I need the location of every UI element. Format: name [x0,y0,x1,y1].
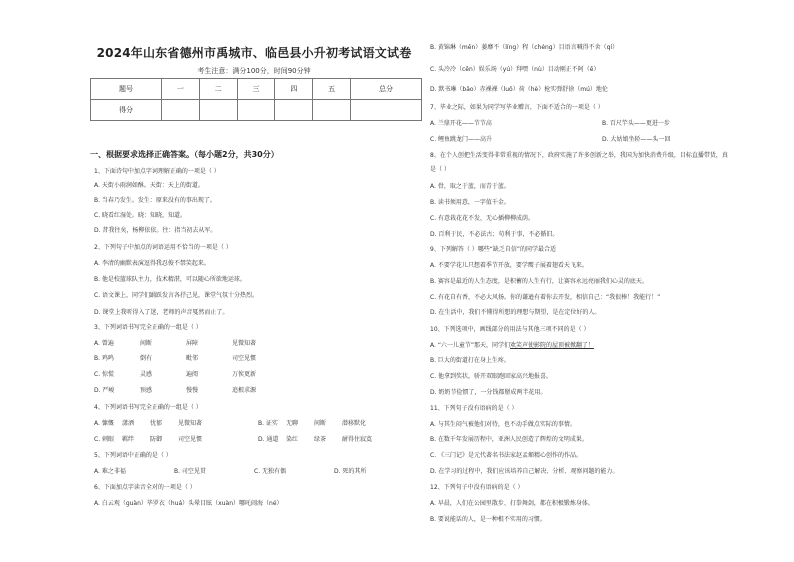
q8-stem: 8、在个人创把生活变得非常重视的情况下，政府实施了许多创新之举，我国为加快消费升级，目标直播带货，真 [430,152,728,159]
q2-option-b: B. 他是校篮球队主力，技术精湛，可以随心所欲地运球。 [94,276,246,283]
q5-option-a: A. 难之非福 [94,468,126,475]
q4-word: 耐得住寂寞 [342,436,373,443]
q4-word: 间断 [314,420,327,427]
q9-option-b: B. 赛容是最近的人生态度，是积蓄的人生有行，让赛容永远亮丽我们心灵的底天。 [430,278,648,285]
score-table [90,78,422,121]
q4-word: 羁绊 [122,436,135,443]
q7-option-b: B. 百尺竿头——更进一步 [602,120,670,127]
q4-word: D. 通道 [258,436,279,443]
q4-word: B. 证实 [258,420,278,427]
score-table-header-row [91,79,422,100]
q1-option-c: C. 晓看红湿处。晓：知晓，知道。 [94,212,187,219]
q3-row-a [94,340,256,348]
q3-row-d [94,387,256,395]
score-header-cell: 四 [275,79,313,100]
q3-word: 司空见惯 [232,355,257,362]
score-cell[interactable] [313,100,351,121]
q5-option-d: D. 死的其所 [334,468,367,475]
q11-option-d: D. 在学习的过程中，我们应该培养自己解决、分析、观察问题的能力。 [430,468,619,475]
q3-word: 慢慢 [186,387,199,394]
q7-option-a: A. 兰鼎开花——节节高 [430,120,492,127]
q10-option-c: C. 他拿到奖状，骄开双眼跑回家高兴地报喜。 [430,373,553,380]
q2-option-c: C. 语文课上，同学们踊跃发言各抒己见，课堂气氛十分热烈。 [94,292,259,299]
score-header-cell: 三 [237,79,275,100]
q4-stem: 4、下列词语书写完全正确的一组是（ ） [94,404,202,411]
q3-word: 预感 [140,387,153,394]
q4-word: 防御 [150,436,163,443]
score-table-score-row [91,100,422,121]
q3-word: 见微知著 [232,340,257,347]
q3-word: 万俟更新 [232,371,257,378]
q7-option-d: D. 大姑娘坐轿——头一回 [602,136,671,143]
score-header-cell: 题号 [91,79,162,100]
q3-row-b [94,355,256,363]
q12-stem: 12、下列句子中没有语病的是（ ） [430,484,524,491]
q12-option-a: A. 早晨，人们在公园里散步、打拳舞剑，都在积极锻炼身体。 [430,500,594,507]
section-1-heading: 一、根据要求选择正确答案。（每小题2分，共30分） [90,150,279,159]
score-header-cell: 五 [313,79,351,100]
q4-word: 潜移默化 [342,420,367,427]
q7-option-c: C. 鲤鱼跳龙门——高升 [430,136,493,143]
q4-word: 绿茶 [314,436,327,443]
q4-word: A. 慷慨 [94,420,114,427]
exam-notice: 考生注意：满分100分，时间90分钟 [197,67,311,75]
q1-option-b: B. 当春乃发生。发生：原来没有的事出现了。 [94,197,216,204]
q3-word: 追根求源 [232,387,257,394]
q3-word: 倒有 [140,355,153,362]
q4-word: 染红 [286,436,299,443]
q11-stem: 11、下列句子没有语病的是（ ） [430,405,518,412]
q10-option-d: D. 奶奶节俭惯了，一分钱都掰成两半花用。 [430,389,547,396]
score-cell[interactable] [275,100,313,121]
q5-option-c: C. 无独有偶 [254,468,287,475]
q6-option-c: C. 头冷冷（cēn）娱乐场（yú）拜嘿（nù）目动刚正不阿（ē） [430,66,600,73]
q3-word: B. 鸡鸣 [94,355,114,362]
score-header-cell: 一 [161,79,199,100]
q10-option-b: B. 巨大的街道打在身上生疼。 [430,357,510,364]
q4-row-1 [94,420,366,428]
q1-option-a: A. 天街小雨润如酥。天街：天上的街道。 [94,182,204,189]
q4-word: 见微知著 [178,420,203,427]
q10-option-a-text: A. “六一儿童节”那天，同学们 [430,342,511,349]
q3-word: 灵感 [140,371,153,378]
score-header-cell: 二 [199,79,237,100]
q2-stem: 2、下列句子中加点的词语运用不恰当的一项是（ ） [94,244,232,251]
q9-option-a: A. 不要学花儿只想着季节开放，要学鹰子展着翅看天飞来。 [430,262,588,269]
exam-title: 2024年山东省德州市禹城市、临邑县小升初考试语文试卷 [96,46,412,60]
q3-word: 间断 [140,340,153,347]
q4-row-2 [94,436,372,444]
q3-word: 屏障 [186,340,199,347]
q3-word: 遍阅 [186,371,199,378]
q4-word: 潇洒 [122,420,135,427]
q6-option-b: B. 黄锦琳（mēn）萎靡不（líng）程（chéng）目语言喊得不舍（qí） [430,44,619,51]
q3-word: D. 严峻 [94,387,115,394]
q1-stem: 1、下面诗句中加点字词理解正确的一项是（ ） [94,168,220,175]
q4-word: C. 刺眼 [94,436,115,443]
q10-option-a [430,342,594,350]
q4-word: 司空见惯 [178,436,203,443]
q8-option-a: A. 骨，取之于蓝，而青于蓝。 [430,183,510,190]
q8-option-c: C. 有意栽花花不发，无心插柳柳成荫。 [430,215,535,222]
score-cell[interactable] [161,100,199,121]
q3-row-c [94,371,256,379]
q6-option-d: D. 默书琳（bāo）赤裸裸（luǒ）荷（hè）枪实弹舒徐（mú）地伦 [430,86,608,93]
q8-option-d: D. 百利于民，不必法古；苟利于事，不必循旧。 [430,231,559,238]
q5-stem: 5、下列词语中正确的是（ ） [94,452,172,459]
q11-option-a: A. 与其生闷气被他们对待，也不动手做点实际的事情。 [430,421,576,428]
q9-option-c: C. 有花自有香，不必大风扬。你的谦逊有着你去开发，相信自己：“我很棒！我能行！” [430,294,661,301]
q3-word: A. 曾遍 [94,340,114,347]
score-row-label: 得分 [91,100,162,121]
q5-options [94,468,366,476]
q4-word: 忧郁 [150,420,163,427]
q2-option-d: D. 课堂上我听得入了迷，老师的声音戛然而止了。 [94,309,229,316]
score-cell[interactable] [237,100,275,121]
q5-option-b: B. 司空见贯 [174,468,206,475]
q8-stem-cont: 是（ ） [430,166,450,173]
q7-stem: 7、毕业之际，如果为同学写毕业赠言，下面不适合的一项是（ ） [430,104,604,111]
score-header-cell: 总分 [351,79,422,100]
q9-option-d: D. 在生活中，我们不懂得所想的理想与期望，是在定位好的人。 [430,309,601,316]
q4-word: 无聊 [286,420,299,427]
q1-option-d: D. 昔我往矣，杨柳依依。往：指当初去从军。 [94,227,217,234]
q10-option-a-underlined: 欢笑声使影院的屋顶被掀翻了！ [510,342,595,349]
q11-option-b: B. 在数千年发展历程中，亚洲人民创造了辉煌的文明成果。 [430,436,588,443]
q3-stem: 3、下列词语书写完全正确的一组是（ ） [94,324,202,331]
q6-stem: 6、下面加点字读音全对的一项是（ ） [94,484,196,491]
q3-word: C. 惊慌 [94,371,115,378]
q9-stem: 9、下列解答（ ）哪些“缺乏自信”的同学最合适 [430,246,556,253]
q10-stem: 10、下列选项中，画线部分的用法与其他三项不同的是（ ） [430,326,590,333]
q2-option-a: A. 李清的幽默表演逗得我忍俊不禁笑起来。 [94,260,210,267]
q12-option-b: B. 要说能话的人，是一种根不实用的习惯。 [430,516,546,523]
score-cell[interactable] [199,100,237,121]
q3-word: 毗邻 [186,355,199,362]
score-cell[interactable] [351,100,422,121]
q11-option-c: C. 《三门记》是元代著名书法家赵孟頫精心创作的作品。 [430,452,583,459]
q8-option-b: B. 读书须用意，一字值千金。 [430,199,510,206]
q6-option-a: A. 白云观（guàn）毕罗衣（huá）头晕目眩（xuàn）哪吒闹海（né） [94,500,283,507]
